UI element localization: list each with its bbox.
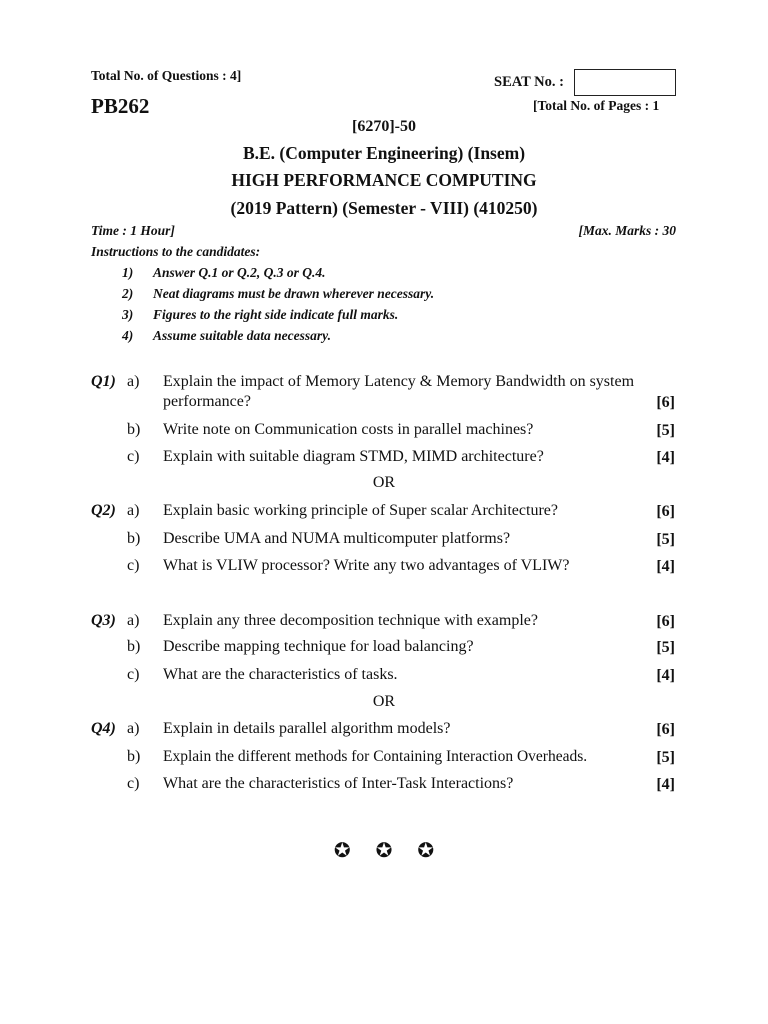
instruction-text: Assume suitable data necessary. [153,328,332,343]
question-marks: [4] [656,776,675,793]
question-text: Explain the different methods for Containing Interaction Overheads. [163,748,588,765]
part-label: a) [127,720,140,737]
question-marks: [4] [656,449,675,466]
part-label: c) [127,775,140,792]
or-separator: OR [372,474,396,491]
instruction-number: 3) [122,307,134,322]
star-icon: ✪ [417,840,435,862]
instruction-text: Answer Q.1 or Q.2, Q.3 or Q.4. [153,265,326,280]
seat-number-label: SEAT No. : [494,74,564,90]
question-number: Q2) [91,502,116,519]
part-label: a) [127,373,140,390]
part-label: b) [127,638,141,655]
question-marks: [5] [656,422,675,439]
question-marks: [5] [656,749,675,766]
star-icon: ✪ [375,840,393,862]
part-label: a) [127,612,140,629]
question-text: Explain in details parallel algorithm models? [163,720,451,737]
question-text: What is VLIW processor? Write any two advantages of VLIW? [163,557,570,574]
part-label: a) [127,502,140,519]
question-marks: [6] [656,503,675,520]
instruction-text: Figures to the right side indicate full marks. [153,307,399,322]
instruction-text: Neat diagrams must be drawn wherever necessary. [153,286,435,301]
question-number: Q1) [91,373,116,390]
part-label: b) [127,748,141,765]
question-text-continued: performance? [163,393,251,410]
instruction-number: 4) [122,328,134,343]
question-marks: [6] [656,394,675,411]
instruction-number: 2) [122,286,134,301]
exam-time: Time : 1 Hour] [91,223,175,238]
question-text: What are the characteristics of Inter-Task Interactions? [163,775,514,792]
or-separator: OR [372,693,396,710]
course-title: B.E. (Computer Engineering) (Insem) [242,143,526,163]
question-text: Explain basic working principle of Super scalar Architecture? [163,502,558,519]
question-text: What are the characteristics of tasks. [163,666,398,683]
instructions-heading: Instructions to the candidates: [91,244,261,259]
instruction-number: 1) [122,265,134,280]
seat-number-box[interactable] [574,69,676,96]
part-label: c) [127,666,140,683]
question-text: Write note on Communication costs in parallel machines? [163,421,534,438]
question-number: Q3) [91,612,116,629]
question-marks: [5] [656,639,675,656]
question-number: Q4) [91,720,116,737]
part-label: c) [127,557,140,574]
exam-code: [6270]-50 [352,118,416,135]
part-label: b) [127,530,141,547]
question-text: Describe UMA and NUMA multicomputer platforms? [163,530,511,547]
question-marks: [6] [656,613,675,630]
max-marks: [Max. Marks : 30 [578,223,676,238]
question-text: Describe mapping technique for load balancing? [163,638,474,655]
star-icon: ✪ [333,840,351,862]
paper-code: PB262 [91,94,150,118]
question-marks: [4] [656,558,675,575]
total-questions: Total No. of Questions : 4] [91,68,242,83]
question-text: Explain the impact of Memory Latency & Memory Bandwidth on system [163,373,635,390]
pattern-semester: (2019 Pattern) (Semester - VIII) (410250) [230,198,538,218]
total-pages: [Total No. of Pages : 1 [533,98,660,113]
subject-title: HIGH PERFORMANCE COMPUTING [231,170,537,190]
question-marks: [6] [656,721,675,738]
part-label: c) [127,448,140,465]
question-marks: [4] [656,667,675,684]
end-of-paper-marks [0,838,768,863]
question-text: Explain with suitable diagram STMD, MIMD architecture? [163,448,544,465]
question-marks: [5] [656,531,675,548]
question-text: Explain any three decomposition technique with example? [163,612,538,629]
part-label: b) [127,421,141,438]
